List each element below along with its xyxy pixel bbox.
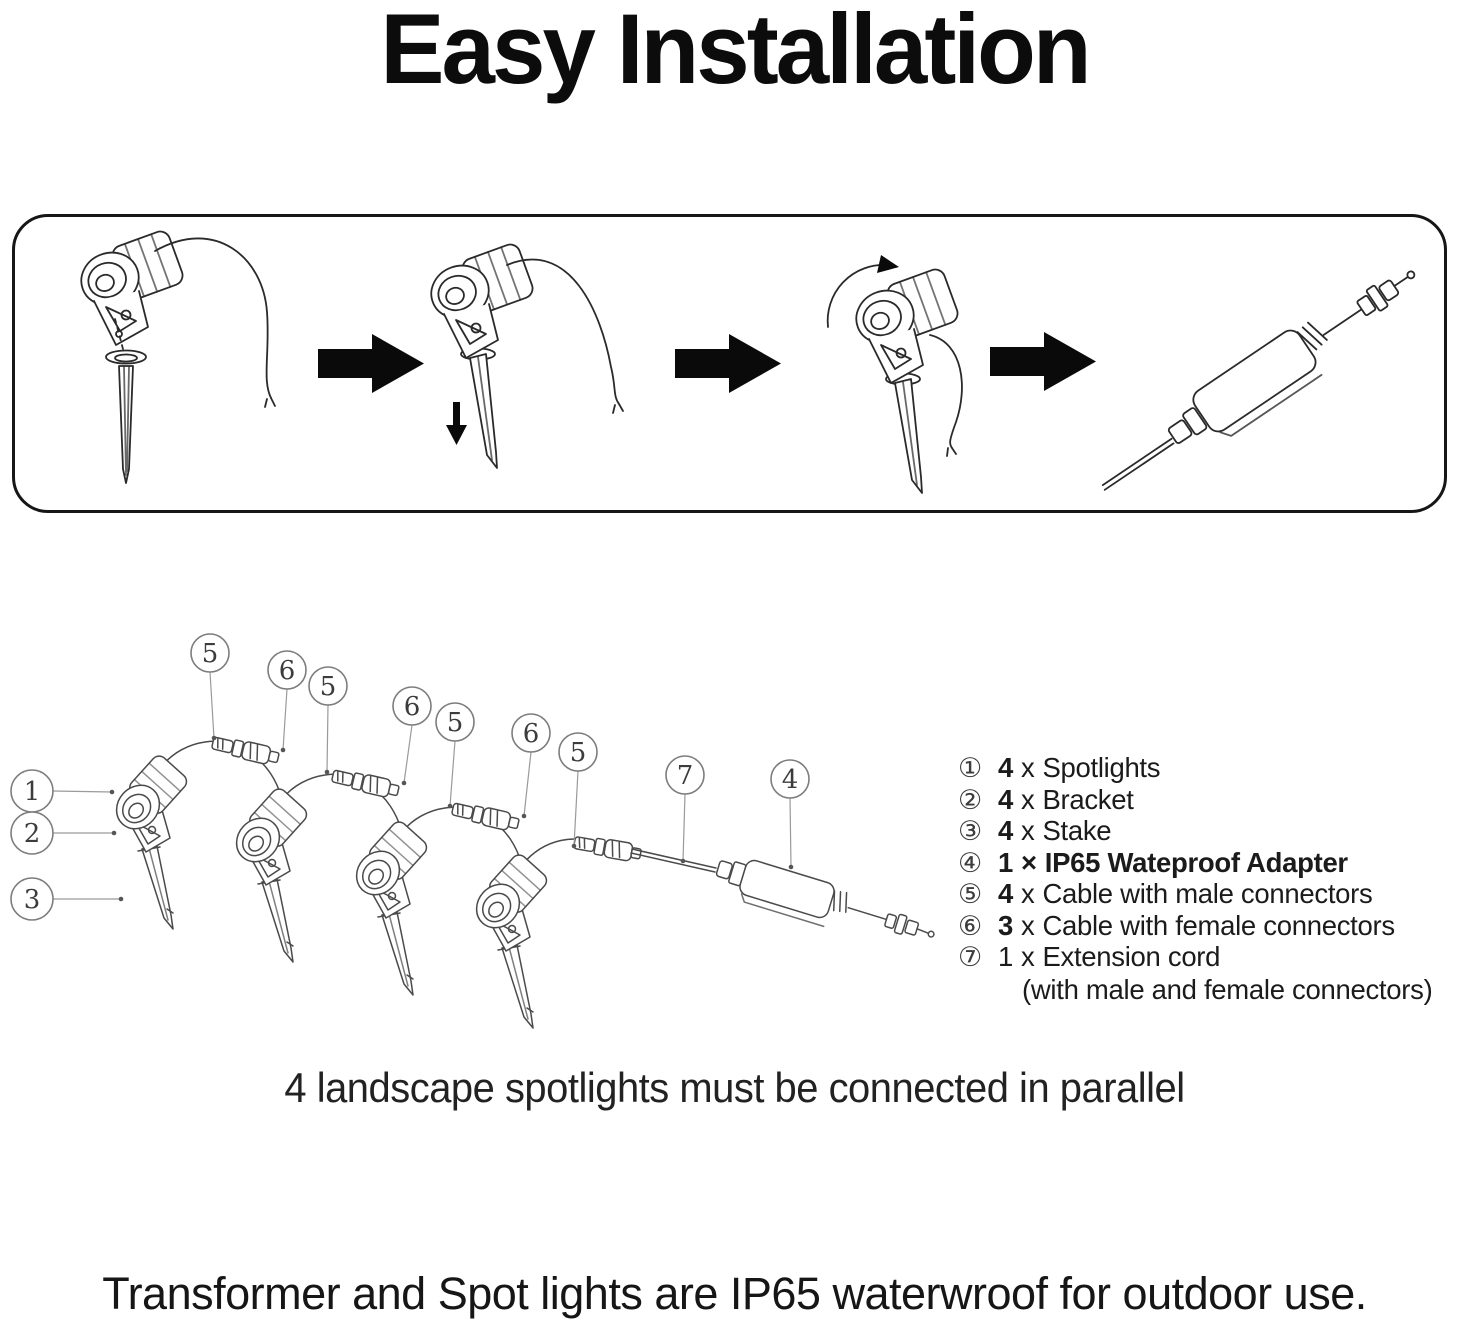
parts-list-item: ⑥ 3 x Cable with female connectors xyxy=(958,909,1395,942)
extension-cord-note: (with male and female connectors) xyxy=(1022,973,1433,1005)
spotlight-illustration xyxy=(468,852,550,1028)
installation-steps-illustration xyxy=(15,217,1444,510)
circled-number-icon: ② xyxy=(958,784,982,816)
cable-connector-pair xyxy=(331,767,400,800)
svg-text:1: 1 xyxy=(23,777,41,807)
callout-6a xyxy=(268,651,306,689)
spotlight-illustration xyxy=(348,819,430,995)
part-label: Cable with male connectors xyxy=(1042,878,1373,909)
installation-steps-panel xyxy=(12,214,1447,513)
circled-number-icon: ⑦ xyxy=(958,942,982,973)
step-arrow-right-icon xyxy=(318,334,424,393)
down-arrow-icon xyxy=(446,402,467,445)
part-quantity: 4 xyxy=(998,815,1013,846)
callout-5d xyxy=(559,733,597,771)
svg-text:6: 6 xyxy=(522,719,540,749)
step-arrow-right-icon xyxy=(990,332,1096,391)
callout-7 xyxy=(666,756,704,794)
svg-text:5: 5 xyxy=(201,639,219,669)
spotlight-illustration xyxy=(228,786,310,962)
part-label: Stake xyxy=(1042,815,1112,846)
svg-text:5: 5 xyxy=(446,708,464,738)
part-label: Extension cord xyxy=(1042,941,1221,972)
parallel-connection-diagram xyxy=(0,618,980,1063)
part-label: Spotlights xyxy=(1042,752,1161,783)
svg-text:5: 5 xyxy=(569,738,587,768)
cable-line xyxy=(930,335,962,448)
svg-text:3: 3 xyxy=(23,885,41,915)
waterproof-note: Transformer and Spot lights are IP65 waterwroof for outdoor use. xyxy=(102,1268,1367,1319)
circled-number-icon: ④ xyxy=(958,847,982,879)
callout-4 xyxy=(771,760,809,798)
part-quantity: 4 xyxy=(998,783,1013,815)
part-label: Bracket xyxy=(1042,783,1134,815)
spotlight-illustration xyxy=(108,753,190,929)
parts-list-item: ④ 1 × IP65 Wateproof Adapter xyxy=(958,846,1348,879)
parts-list-item: ③ 4 x Stake xyxy=(958,815,1112,847)
page-title: Easy Installation xyxy=(380,0,1089,104)
waterproof-adapter-illustration xyxy=(711,851,940,958)
svg-text:7: 7 xyxy=(676,761,694,791)
parts-list xyxy=(958,752,1458,1006)
callout-5b xyxy=(309,667,347,705)
callout-5a xyxy=(191,634,229,672)
circled-number-icon: ⑥ xyxy=(958,910,982,942)
part-quantity: 1 xyxy=(998,846,1013,878)
part-quantity: 4 xyxy=(998,752,1013,783)
step-arrow-right-icon xyxy=(675,334,781,393)
circled-number-icon: ③ xyxy=(958,816,982,847)
callout-2 xyxy=(11,812,53,854)
callout-5c xyxy=(436,703,474,741)
svg-text:2: 2 xyxy=(23,819,41,849)
step4-adapter-illustration xyxy=(1088,254,1432,510)
circled-number-icon: ⑤ xyxy=(958,879,982,910)
part-quantity: 1 xyxy=(998,941,1013,972)
cable-connector-pair xyxy=(211,734,280,767)
part-quantity: 3 xyxy=(998,909,1013,941)
parts-list-item: ② 4 x Bracket xyxy=(958,783,1134,816)
callout-6c xyxy=(512,714,550,752)
svg-text:5: 5 xyxy=(319,672,337,702)
step1-attach-stake-illustration xyxy=(74,229,275,483)
svg-text:6: 6 xyxy=(278,656,296,686)
svg-text:4: 4 xyxy=(781,765,799,795)
part-label: IP65 Wateproof Adapter xyxy=(1044,846,1348,878)
callout-1 xyxy=(11,770,53,812)
step2-push-into-ground-illustration xyxy=(424,242,623,468)
parallel-connection-caption: 4 landscape spotlights must be connected in parallel xyxy=(284,1064,1185,1111)
cable-connector-pair xyxy=(573,834,642,863)
parts-list-item: ① 4 x Spotlights xyxy=(958,752,1161,784)
callout-3 xyxy=(11,878,53,920)
extension-cord xyxy=(631,849,716,872)
part-quantity: 4 xyxy=(998,878,1013,909)
parts-list-item: ⑦ 1 x Extension cord xyxy=(958,941,1221,973)
svg-text:6: 6 xyxy=(403,692,421,722)
step3-adjust-angle-illustration xyxy=(828,255,962,493)
cable-connector-pair xyxy=(451,800,520,833)
circled-number-icon: ① xyxy=(958,753,982,784)
callout-6b xyxy=(393,687,431,725)
part-label: Cable with female connectors xyxy=(1042,909,1395,941)
parts-list-item: ⑤ 4 x Cable with male connectors xyxy=(958,878,1373,910)
